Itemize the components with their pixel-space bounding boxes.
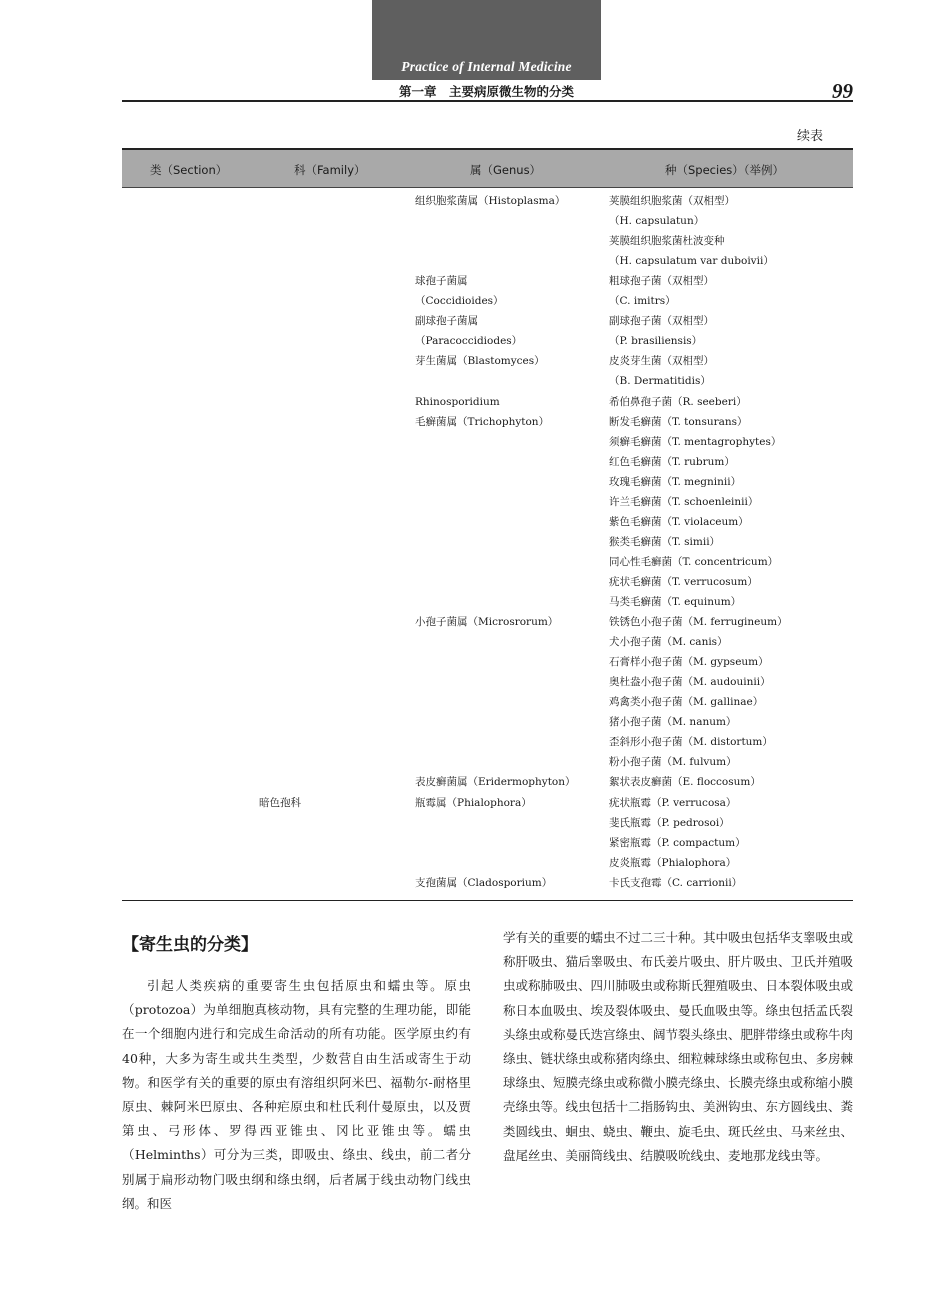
- cell-species: 猪小孢子菌（M. nanum）: [609, 716, 737, 729]
- cell-species: 奥杜盎小孢子菌（M. audouinii）: [609, 676, 771, 689]
- table-row: [122, 251, 853, 271]
- table-row: [122, 813, 853, 833]
- table-row: [122, 672, 853, 692]
- cell-species: （B. Dermatitidis）: [609, 375, 711, 388]
- table-row: [122, 752, 853, 772]
- cell-genus: 小孢子菌属（Microsrorum）: [415, 616, 559, 629]
- cell-species: 断发毛癣菌（T. tonsurans）: [609, 415, 748, 428]
- cell-species: 同心性毛癣菌（T. concentricum）: [609, 555, 779, 568]
- cell-genus: 球孢子菌属: [415, 275, 468, 288]
- table-row: [122, 331, 853, 351]
- cell-genus: （Coccidioides）: [415, 295, 504, 308]
- cell-family: 暗色孢科: [259, 796, 301, 809]
- cell-species: （P. brasiliensis）: [609, 335, 703, 348]
- table-row: [122, 351, 853, 371]
- cell-genus: 表皮癣菌属（Eridermophyton）: [415, 776, 576, 789]
- journal-header-tab: [372, 0, 601, 80]
- cell-genus: Rhinosporidium: [415, 395, 500, 408]
- table-row: [122, 532, 853, 552]
- table-row: [122, 412, 853, 432]
- table-bottom-rule: [122, 900, 853, 901]
- table-row: [122, 692, 853, 712]
- table-row: [122, 552, 853, 572]
- table-row: [122, 492, 853, 512]
- cell-species: 荚膜组织胞浆菌杜波变种: [609, 235, 725, 248]
- table-row: [122, 772, 853, 792]
- cell-genus: 支孢菌属（Cladosporium）: [415, 876, 553, 889]
- cell-species: 须癣毛癣菌（T. mentagrophytes）: [609, 435, 782, 448]
- table-row: [122, 592, 853, 612]
- cell-species: 犬小孢子菌（M. canis）: [609, 636, 728, 649]
- column-header-species: 种（Species）（举例）: [665, 163, 785, 177]
- table-row: [122, 873, 853, 893]
- cell-species: 鸡禽类小孢子菌（M. gallinae）: [609, 696, 764, 709]
- cell-species: 疣状瓶霉（P. verrucosa）: [609, 796, 737, 809]
- table-row: [122, 291, 853, 311]
- cell-species: 粗球孢子菌（双相型）: [609, 275, 714, 288]
- cell-genus: 组织胞浆菌属（Histoplasma）: [415, 195, 566, 207]
- table-row: [122, 833, 853, 853]
- cell-species: 卡氏支孢霉（C. carrionii）: [609, 876, 743, 889]
- table-row: [122, 712, 853, 732]
- cell-species: 粉小孢子菌（M. fulvum）: [609, 756, 737, 769]
- cell-species: 紫色毛癣菌（T. violaceum）: [609, 515, 749, 528]
- table-row: [122, 572, 853, 592]
- journal-title: Practice of Internal Medicine: [401, 59, 572, 74]
- cell-species: 絮状表皮癣菌（E. floccosum）: [609, 776, 761, 789]
- cell-species: 马类毛癣菌（T. equinum）: [609, 596, 742, 608]
- table-row: [122, 853, 853, 873]
- column-header-genus: 属（Genus）: [470, 163, 542, 177]
- cell-species: 皮炎瓶霉（Phialophora）: [609, 856, 737, 869]
- header-divider: [122, 100, 853, 102]
- table-row: [122, 732, 853, 752]
- cell-species: 许兰毛癣菌（T. schoenleinii）: [609, 495, 759, 508]
- paragraph-right: 学有关的重要的蠕虫不过二三十种。其中吸虫包括华支睾吸虫或称肝吸虫、猫后睾吸虫、布氏姜片吸虫、肝片吸虫、卫氏并殖吸虫或称肺吸虫、四川肺吸虫或称斯氏狸殖吸虫、日本裂体吸虫或称日本血吸虫、埃及裂体吸虫、曼氏血吸虫等。绦虫包括孟氏裂头绦虫或称曼氏迭宫绦虫、阔节裂头绦虫、肥胖带绦虫或称牛肉绦虫、链状绦虫或称猪肉绦虫、细粒棘球绦虫或称包虫、多房棘球绦虫、短膜壳绦虫或称微小膜壳绦虫、长膜壳绦虫或称缩小膜壳绦虫等。线虫包括十二指肠钩虫、美洲钩虫、东方圆线虫、粪类圆线虫、蛔虫、蛲虫、鞭虫、旋毛虫、斑氏丝虫、马来丝虫、盘尾丝虫、美丽筒线虫、结膜吸吮线虫、麦地那龙线虫等。: [503, 930, 854, 1163]
- column-header-section: 类（Section）: [150, 163, 228, 177]
- table-body: [122, 191, 853, 899]
- table-row: [122, 652, 853, 672]
- chapter-title: 第一章 主要病原微生物的分类: [398, 84, 574, 99]
- table-row: [122, 311, 853, 331]
- table-row: [122, 231, 853, 251]
- cell-species: 歪斜形小孢子菌（M. distortum）: [609, 736, 773, 749]
- table-row: [122, 793, 853, 813]
- section-title: 【寄生虫的分类】: [122, 935, 258, 955]
- cell-genus: 瓶霉属（Phialophora）: [415, 796, 532, 809]
- table-row: [122, 211, 853, 231]
- table-row: [122, 612, 853, 632]
- cell-species: 副球孢子菌（双相型）: [609, 315, 714, 328]
- cell-species: 紧密瓶霉（P. compactum）: [609, 836, 746, 849]
- table-row: [122, 371, 853, 391]
- table-row: [122, 191, 853, 211]
- table-row: [122, 632, 853, 652]
- table-row: [122, 432, 853, 452]
- paragraph-left: 引起人类疾病的重要寄生虫包括原虫和蠕虫等。原虫（protozoa）为单细胞真核动物，具有完整的生理功能，即能在一个细胞内进行和完成生命活动的所有功能。医学原虫约有40种，大多为寄生或共生类型，少数营自由生活或寄生于动物。和医学有关的重要的原虫有溶组织阿米巴、福勒尔-耐格里原虫、棘阿米巴原虫、各种疟原虫和杜氏利什曼原虫，以及贾第虫、弓形体、罗得西亚锥虫、冈比亚锥虫等。蠕虫（Helminths）可分为三类，即吸虫、绦虫、线虫，前二者分别属于扁形动物门吸虫纲和绦虫纲，后者属于线虫动物门线虫纲。和医: [122, 978, 471, 1211]
- table-continued-label: 续表: [796, 129, 823, 144]
- table-row: [122, 392, 853, 412]
- cell-species: 猴类毛癣菌（T. simii）: [609, 535, 721, 548]
- cell-genus: （Paracoccidiodes）: [415, 335, 523, 348]
- page-number: 99: [832, 79, 853, 103]
- cell-species: 皮炎芽生菌（双相型）: [609, 355, 714, 368]
- cell-genus: 毛癣菌属（Trichophyton）: [415, 415, 550, 428]
- cell-species: 斐氏瓶霉（P. pedrosoi）: [609, 816, 730, 829]
- cell-species: 疣状毛癣菌（T. verrucosum）: [609, 575, 758, 588]
- cell-genus: 芽生菌属（Blastomyces）: [415, 355, 545, 368]
- cell-species: （H. capsulatun）: [609, 215, 705, 228]
- cell-species: 铁锈色小孢子菌（M. ferrugineum）: [609, 616, 788, 629]
- cell-genus: 副球孢子菌属: [415, 315, 478, 328]
- cell-species: （C. imitrs）: [609, 295, 676, 308]
- column-header-family: 科（Family）: [294, 163, 366, 177]
- table-header: [122, 148, 853, 188]
- table-row: [122, 271, 853, 291]
- cell-species: 希伯鼻孢子菌（R. seeberi）: [609, 395, 747, 408]
- cell-species: （H. capsulatum var duboivii）: [609, 255, 774, 268]
- cell-species: 红色毛癣菌（T. rubrum）: [609, 455, 735, 468]
- cell-species: 石膏样小孢子菌（M. gypseum）: [609, 656, 769, 669]
- table-row: [122, 452, 853, 472]
- table-row: [122, 512, 853, 532]
- table-row: [122, 472, 853, 492]
- cell-species: 荚膜组织胞浆菌（双相型）: [609, 195, 735, 207]
- cell-species: 玫瑰毛癣菌（T. megninii）: [609, 475, 742, 488]
